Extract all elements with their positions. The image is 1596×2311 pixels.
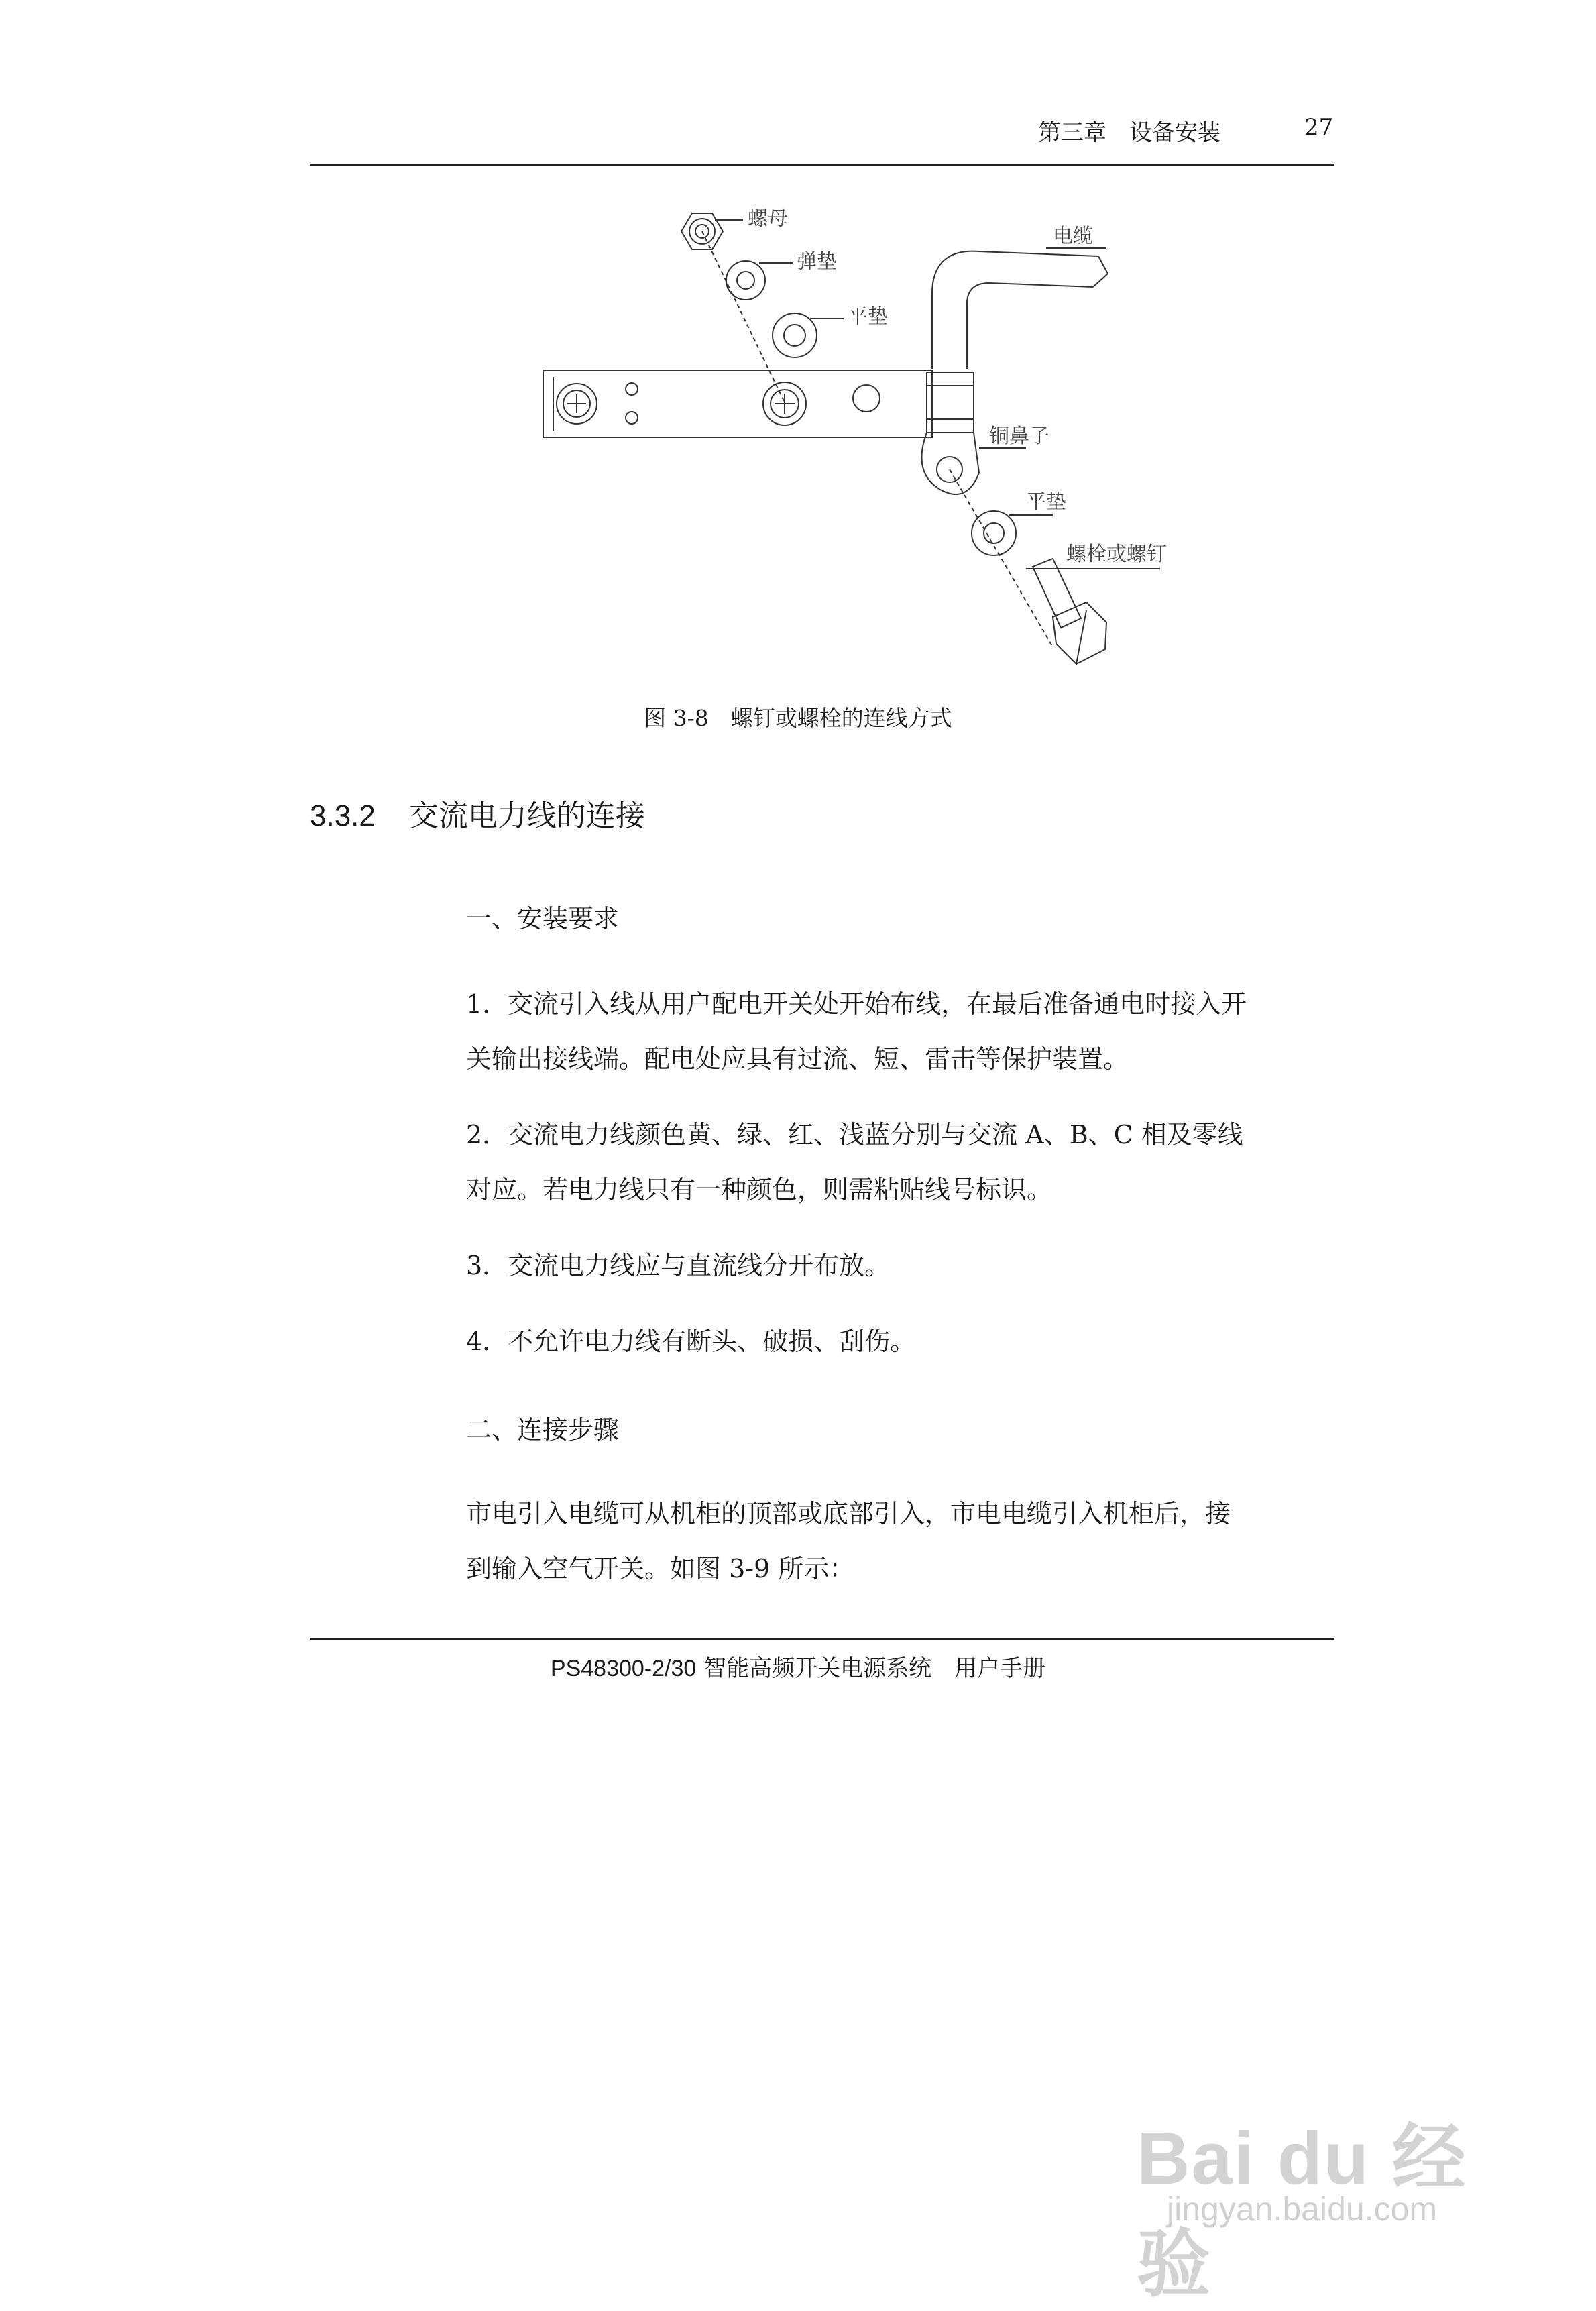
cable-sleeve bbox=[927, 372, 974, 433]
item-3: 3．交流电力线应与直流线分开布放。 bbox=[466, 1251, 891, 1280]
page-number: 27 bbox=[1304, 114, 1334, 141]
chapter-title: 第三章 设备安装 bbox=[1038, 119, 1220, 146]
heading-connection-steps: 二、连接步骤 bbox=[466, 1415, 620, 1445]
label-spring-washer: 弹垫 bbox=[797, 250, 837, 274]
footer bbox=[0, 1650, 1596, 1683]
label-bolt-or-screw: 螺栓或螺钉 bbox=[1066, 543, 1167, 566]
label-cable: 电缆 bbox=[1053, 225, 1093, 248]
item-4: 4．不允许电力线有断头、破损、刮伤。 bbox=[466, 1327, 916, 1356]
step-line-2: 到输入空气开关。如图 3-9 所示： bbox=[466, 1554, 855, 1583]
item-2-line-2: 对应。若电力线只有一种颜色，则需粘贴线号标识。 bbox=[466, 1175, 1053, 1204]
header-rule bbox=[310, 164, 1334, 166]
baidu-jingyan-watermark bbox=[1127, 2099, 1516, 2306]
section-number: 3.3.2 bbox=[310, 799, 376, 832]
item-1-line-2: 关输出接线端。配电处应具有过流、短、雷击等保护装置。 bbox=[466, 1044, 1129, 1074]
watermark-brand: Bai du 经验 bbox=[1137, 2117, 1467, 2306]
footer-model: PS48300-2/30 bbox=[550, 1656, 697, 1681]
section-heading bbox=[310, 791, 645, 834]
figure-caption: 图 3-8 螺钉或螺栓的连线方式 bbox=[644, 705, 952, 731]
label-nut: 螺母 bbox=[748, 207, 788, 231]
item-1-line-1: 1．交流引入线从用户配电开关处开始布线，在最后准备通电时接入开 bbox=[466, 989, 1247, 1019]
footer-rule bbox=[310, 1638, 1334, 1640]
connection-diagram bbox=[516, 201, 1187, 697]
label-flat-washer-top: 平垫 bbox=[848, 305, 888, 329]
watermark-url: jingyan.baidu.com bbox=[1167, 2190, 1438, 2228]
busbar bbox=[543, 370, 932, 437]
label-flat-washer-bottom: 平垫 bbox=[1026, 490, 1066, 514]
footer-title: 智能高频开关电源系统 用户手册 bbox=[703, 1655, 1046, 1682]
heading-install-requirements: 一、安装要求 bbox=[466, 904, 620, 934]
section-title: 交流电力线的连接 bbox=[408, 799, 645, 833]
step-line-1: 市电引入电缆可从机柜的顶部或底部引入，市电电缆引入机柜后，接 bbox=[466, 1499, 1231, 1528]
item-2-line-1: 2．交流电力线颜色黄、绿、红、浅蓝分别与交流 A、B、C 相及零线 bbox=[466, 1120, 1243, 1149]
label-copper-lug: 铜鼻子 bbox=[989, 425, 1049, 448]
